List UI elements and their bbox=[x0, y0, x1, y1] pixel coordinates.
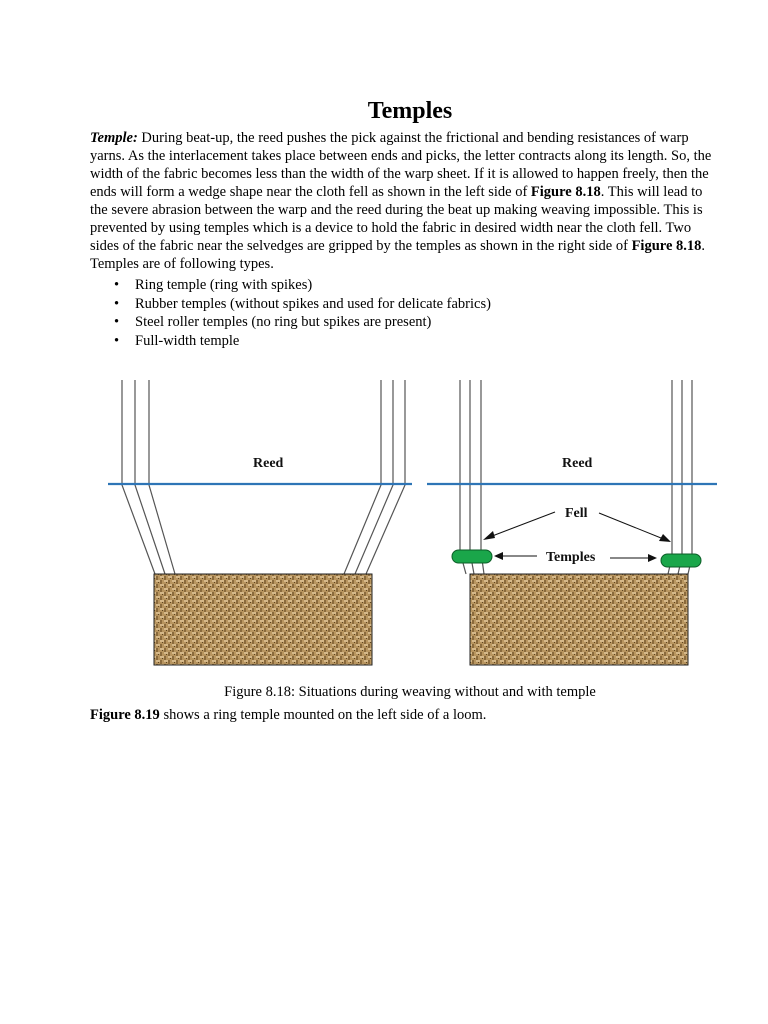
figure-caption: Figure 8.18: Situations during weaving without and with temple bbox=[224, 684, 596, 700]
figure-ref-2: Figure 8.18 bbox=[631, 238, 702, 254]
bullet-icon: • bbox=[114, 314, 120, 330]
list-item-text: Rubber temples (without spikes and used for delicate fabrics) bbox=[135, 295, 491, 312]
figure-ref-1: Figure 8.18 bbox=[530, 184, 601, 200]
temples-label: Temples bbox=[546, 550, 596, 565]
fell-label: Fell bbox=[565, 506, 588, 521]
fell-arrow-left bbox=[487, 512, 555, 538]
term-temple: Temple: bbox=[90, 130, 138, 146]
weaving-diagram bbox=[100, 372, 730, 672]
left-fabric bbox=[154, 574, 372, 665]
list-item-text: Ring temple (ring with spikes) bbox=[135, 277, 313, 293]
fell-arrow-right bbox=[599, 513, 666, 540]
figure-8-18 bbox=[100, 372, 730, 672]
fell-arrowhead-right bbox=[659, 534, 671, 542]
temples-arrowhead-right bbox=[648, 554, 657, 562]
right-fabric bbox=[470, 574, 688, 665]
fell-arrowhead-left bbox=[483, 531, 495, 540]
bullet-icon: • bbox=[114, 295, 120, 312]
left-reed-label: Reed bbox=[253, 456, 284, 471]
figure-ref-3: Figure 8.19 bbox=[90, 707, 160, 723]
left-temple bbox=[452, 550, 492, 563]
page-title: Temples bbox=[367, 98, 453, 124]
list-item-text: Full-width temple bbox=[135, 332, 240, 349]
paragraph-text-2: . This will lead to the severe abrasion between the warp and the reed during the beat up making weaving impossible. This is prevented by using temples which is a device to hold the fabric in desired width near the cloth fell. Two sides of the fabric near the selvedges are gripped by the temples as shown in the right side of bbox=[90, 184, 703, 254]
list-item bbox=[90, 276, 690, 295]
intro-paragraph bbox=[90, 129, 722, 273]
closing-sentence bbox=[90, 706, 730, 724]
right-warp-ends bbox=[460, 380, 692, 574]
list-item bbox=[90, 313, 690, 332]
closing-text: shows a ring temple mounted on the left side of a loom. bbox=[159, 707, 487, 723]
list-item bbox=[90, 295, 690, 314]
temples-arrowhead-left bbox=[494, 552, 503, 560]
paragraph-text-3: . Temples are of following types. bbox=[90, 238, 706, 272]
bullet-icon: • bbox=[114, 277, 120, 293]
temple-types-list bbox=[90, 276, 690, 350]
left-warp-ends bbox=[122, 380, 405, 574]
right-temple bbox=[661, 554, 701, 567]
list-item bbox=[90, 332, 690, 351]
list-item-text: Steel roller temples (no ring but spikes are present) bbox=[135, 314, 432, 330]
bullet-icon: • bbox=[114, 332, 120, 349]
paragraph-text-1: During beat-up, the reed pushes the pick against the frictional and bending resistances of warp yarns. As the interlacement takes place between ends and picks, the letter contracts along its length. So, the width of the fabric becomes less than the width of the warp sheet. If it is allowed to happen freely, then the ends will form a wedge shape near the cloth fell as shown in the left side of bbox=[90, 130, 712, 200]
right-reed-label: Reed bbox=[562, 456, 593, 471]
